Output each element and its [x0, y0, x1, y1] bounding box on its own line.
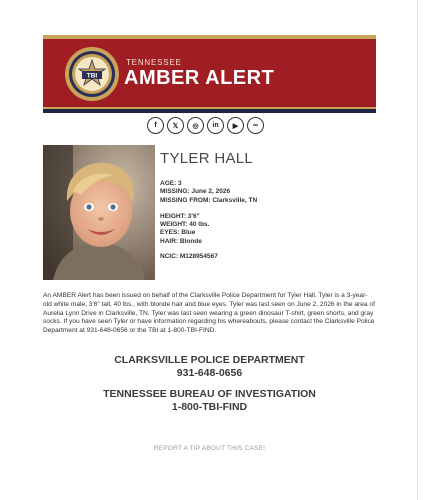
child-details — [160, 180, 257, 261]
police-department-name: CLARKSVILLE POLICE DEPARTMENT — [114, 354, 305, 366]
amber-alert-banner — [43, 35, 376, 113]
eyes-field: EYES: Blue — [160, 229, 196, 237]
alert-description: An AMBER Alert has been issued on behalf of the Clarksville Police Department for Tyler Hall. Tyler is a 3-year-old white male, 3'6" tall, 40 lbs., with blonde hair and blue eyes. Tyler was last seen on June 2, 2026 in the area of Aurelia Lynn Drive in Clarksville, TN. Tyler was last seen wearing a green dinosaur T-shirt, green shorts, and gray socks. If you have seen Tyler or have information regarding his whereabouts, please contact the Clarksville Police Department at 931-648-0656 or the TBI at 1-800-TBI-FIND. — [43, 292, 375, 335]
ncic-field: NCIC: M128954567 — [160, 253, 218, 261]
weight-field: WEIGHT: 40 lbs. — [160, 221, 210, 229]
tbi-phone[interactable]: 1-800-TBI-FIND — [171, 401, 248, 413]
tbi-seal-icon — [64, 46, 120, 102]
instagram-icon[interactable]: ◎ — [187, 117, 204, 134]
page-edge-divider — [417, 0, 418, 500]
police-department-phone[interactable]: 931-648-0656 — [176, 367, 243, 379]
facebook-icon[interactable]: f — [147, 117, 164, 134]
x-icon[interactable]: 𝕏 — [167, 117, 184, 134]
report-tip-link[interactable]: REPORT A TIP ABOUT THIS CASE! — [153, 445, 266, 452]
banner-navy-stripe — [43, 109, 376, 113]
missing-from-field: MISSING FROM: Clarksville, TN — [160, 196, 258, 204]
banner-subtitle: TENNESSEE — [126, 58, 182, 67]
child-name: TYLER HALL — [160, 150, 254, 167]
missing-date-field: MISSING: June 2, 2026 — [160, 188, 231, 196]
banner-title: AMBER ALERT — [124, 67, 275, 89]
seal-text: TBI — [86, 72, 98, 80]
child-photo — [43, 145, 155, 280]
social-links — [147, 117, 275, 137]
tbi-name: TENNESSEE BUREAU OF INVESTIGATION — [103, 388, 316, 400]
hair-field: HAIR: Blonde — [160, 237, 202, 245]
height-field: HEIGHT: 3'6" — [160, 212, 200, 220]
banner-gold-rule — [43, 35, 376, 39]
age-field: AGE: 3 — [160, 180, 182, 187]
link-icon[interactable]: ∞ — [247, 117, 264, 134]
youtube-icon[interactable]: ▶ — [227, 117, 244, 134]
linkedin-icon[interactable]: in — [207, 117, 224, 134]
